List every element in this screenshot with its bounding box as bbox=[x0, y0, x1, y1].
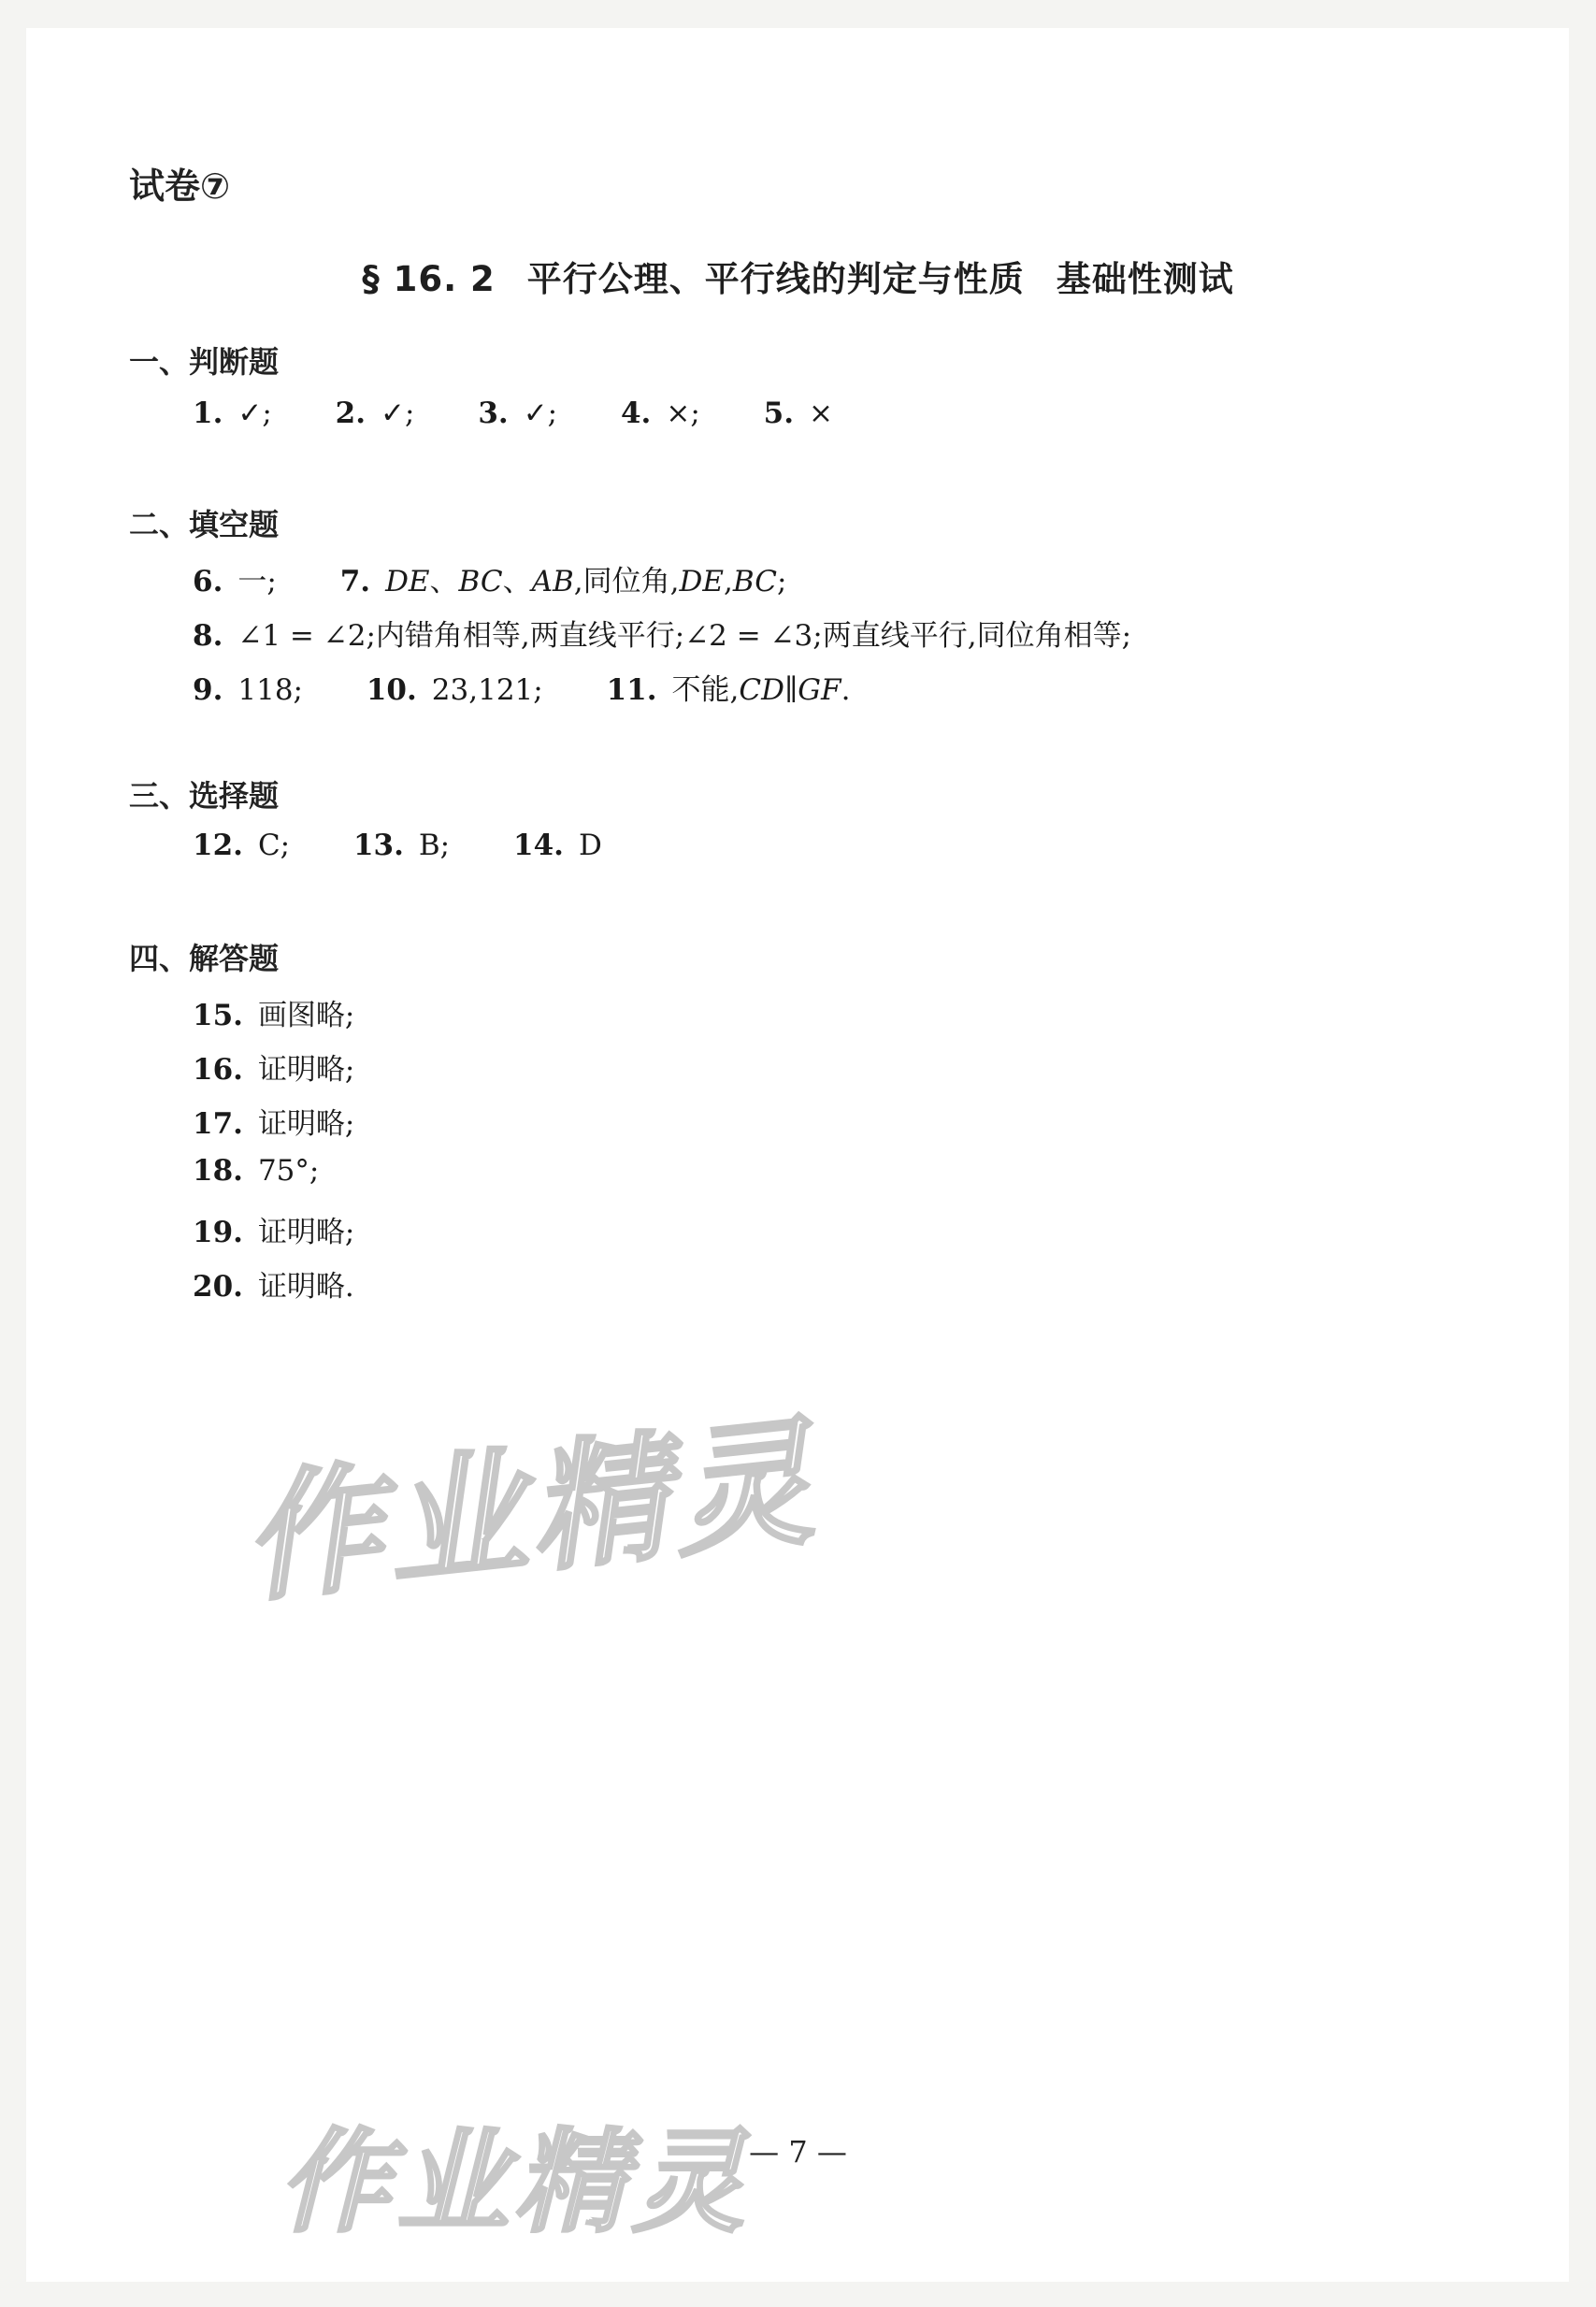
title-kind: 基础性测试 bbox=[1056, 259, 1234, 299]
separator: 、 bbox=[502, 565, 532, 598]
section-heading-solve: 四、解答题 bbox=[129, 941, 280, 976]
question-number: 19. bbox=[193, 1216, 243, 1249]
answer-row-judge bbox=[193, 397, 833, 430]
answer-row-choice bbox=[193, 829, 602, 862]
answer-text: ×; bbox=[666, 397, 700, 430]
question-number: 12. bbox=[193, 829, 243, 862]
answer-text: ✓; bbox=[237, 397, 272, 430]
title-topic: 平行公理、平行线的判定与性质 bbox=[526, 259, 1025, 299]
page-number: — 7 — bbox=[749, 2134, 847, 2170]
separator: 、 bbox=[429, 565, 459, 598]
answer-text: ✓; bbox=[523, 397, 558, 430]
answer-text: 不能, bbox=[671, 673, 740, 707]
answer-text: 证明略; bbox=[257, 1053, 355, 1087]
answer-text: 证明略. bbox=[257, 1270, 354, 1304]
watermark: 作业精灵 bbox=[279, 2118, 750, 2248]
watermark: 作业精灵 bbox=[235, 1401, 826, 1622]
answer-row-solve bbox=[193, 1262, 354, 1305]
answer-text: 23,121; bbox=[431, 673, 543, 707]
question-number: 4. bbox=[620, 397, 652, 430]
question-number: 6. bbox=[193, 565, 223, 598]
question-number: 11. bbox=[606, 673, 657, 707]
question-number: 3. bbox=[478, 397, 509, 430]
question-number: 2. bbox=[335, 397, 367, 430]
answer-text: D bbox=[578, 829, 602, 862]
answer-text: 118; bbox=[237, 673, 303, 707]
question-number: 10. bbox=[366, 673, 417, 707]
separator: , bbox=[724, 565, 733, 598]
answer-text: 75°; bbox=[257, 1154, 320, 1188]
segment-label: CD bbox=[739, 673, 784, 707]
answer-row-solve bbox=[193, 1154, 319, 1188]
page-title bbox=[0, 251, 1596, 301]
question-number: 14. bbox=[513, 829, 564, 862]
question-number: 20. bbox=[193, 1270, 243, 1304]
answer-text: C; bbox=[257, 829, 291, 862]
paper-label: 试卷⑦ bbox=[129, 166, 231, 207]
segment-label: AB bbox=[531, 565, 574, 598]
answer-row-solve bbox=[193, 991, 354, 1033]
answer-row-fill-1 bbox=[193, 557, 786, 599]
separator: . bbox=[841, 673, 851, 707]
section-heading-fill: 二、填空题 bbox=[129, 507, 280, 542]
parallel-symbol: ∥ bbox=[784, 673, 798, 707]
question-number: 9. bbox=[193, 673, 223, 707]
answer-text: 证明略; bbox=[257, 1107, 355, 1141]
answer-text: 证明略; bbox=[257, 1216, 355, 1249]
answer-row-fill-2 bbox=[193, 612, 1131, 654]
segment-label: BC bbox=[732, 565, 777, 598]
answer-row-solve bbox=[193, 1045, 354, 1088]
segment-label: GF bbox=[798, 673, 841, 707]
question-number: 17. bbox=[193, 1107, 243, 1141]
answer-text: × bbox=[809, 397, 833, 430]
answer-text: 一; bbox=[237, 565, 277, 598]
separator: ; bbox=[776, 565, 787, 598]
question-number: 8. bbox=[193, 619, 223, 653]
title-section: § 16. 2 bbox=[362, 259, 496, 299]
answer-text: 画图略; bbox=[257, 999, 355, 1032]
answer-text: ,同位角, bbox=[573, 565, 680, 598]
question-number: 16. bbox=[193, 1053, 243, 1087]
question-number: 18. bbox=[193, 1154, 243, 1188]
segment-label: DE bbox=[679, 565, 724, 598]
question-number: 15. bbox=[193, 999, 243, 1032]
answer-row-solve bbox=[193, 1100, 354, 1142]
answer-text: ∠1 = ∠2;内错角相等,两直线平行;∠2 = ∠3;两直线平行,同位角相等; bbox=[237, 619, 1132, 653]
section-heading-choice: 三、选择题 bbox=[129, 778, 280, 814]
answer-text: B; bbox=[418, 829, 451, 862]
segment-label: DE bbox=[385, 565, 430, 598]
question-number: 13. bbox=[352, 829, 404, 862]
answer-row-fill-3 bbox=[193, 666, 850, 708]
question-number: 7. bbox=[339, 565, 371, 598]
section-heading-judge: 一、判断题 bbox=[129, 344, 280, 380]
question-number: 5. bbox=[763, 397, 794, 430]
answer-text: ✓; bbox=[381, 397, 415, 430]
answer-row-solve bbox=[193, 1208, 354, 1250]
segment-label: BC bbox=[458, 565, 503, 598]
question-number: 1. bbox=[193, 397, 223, 430]
